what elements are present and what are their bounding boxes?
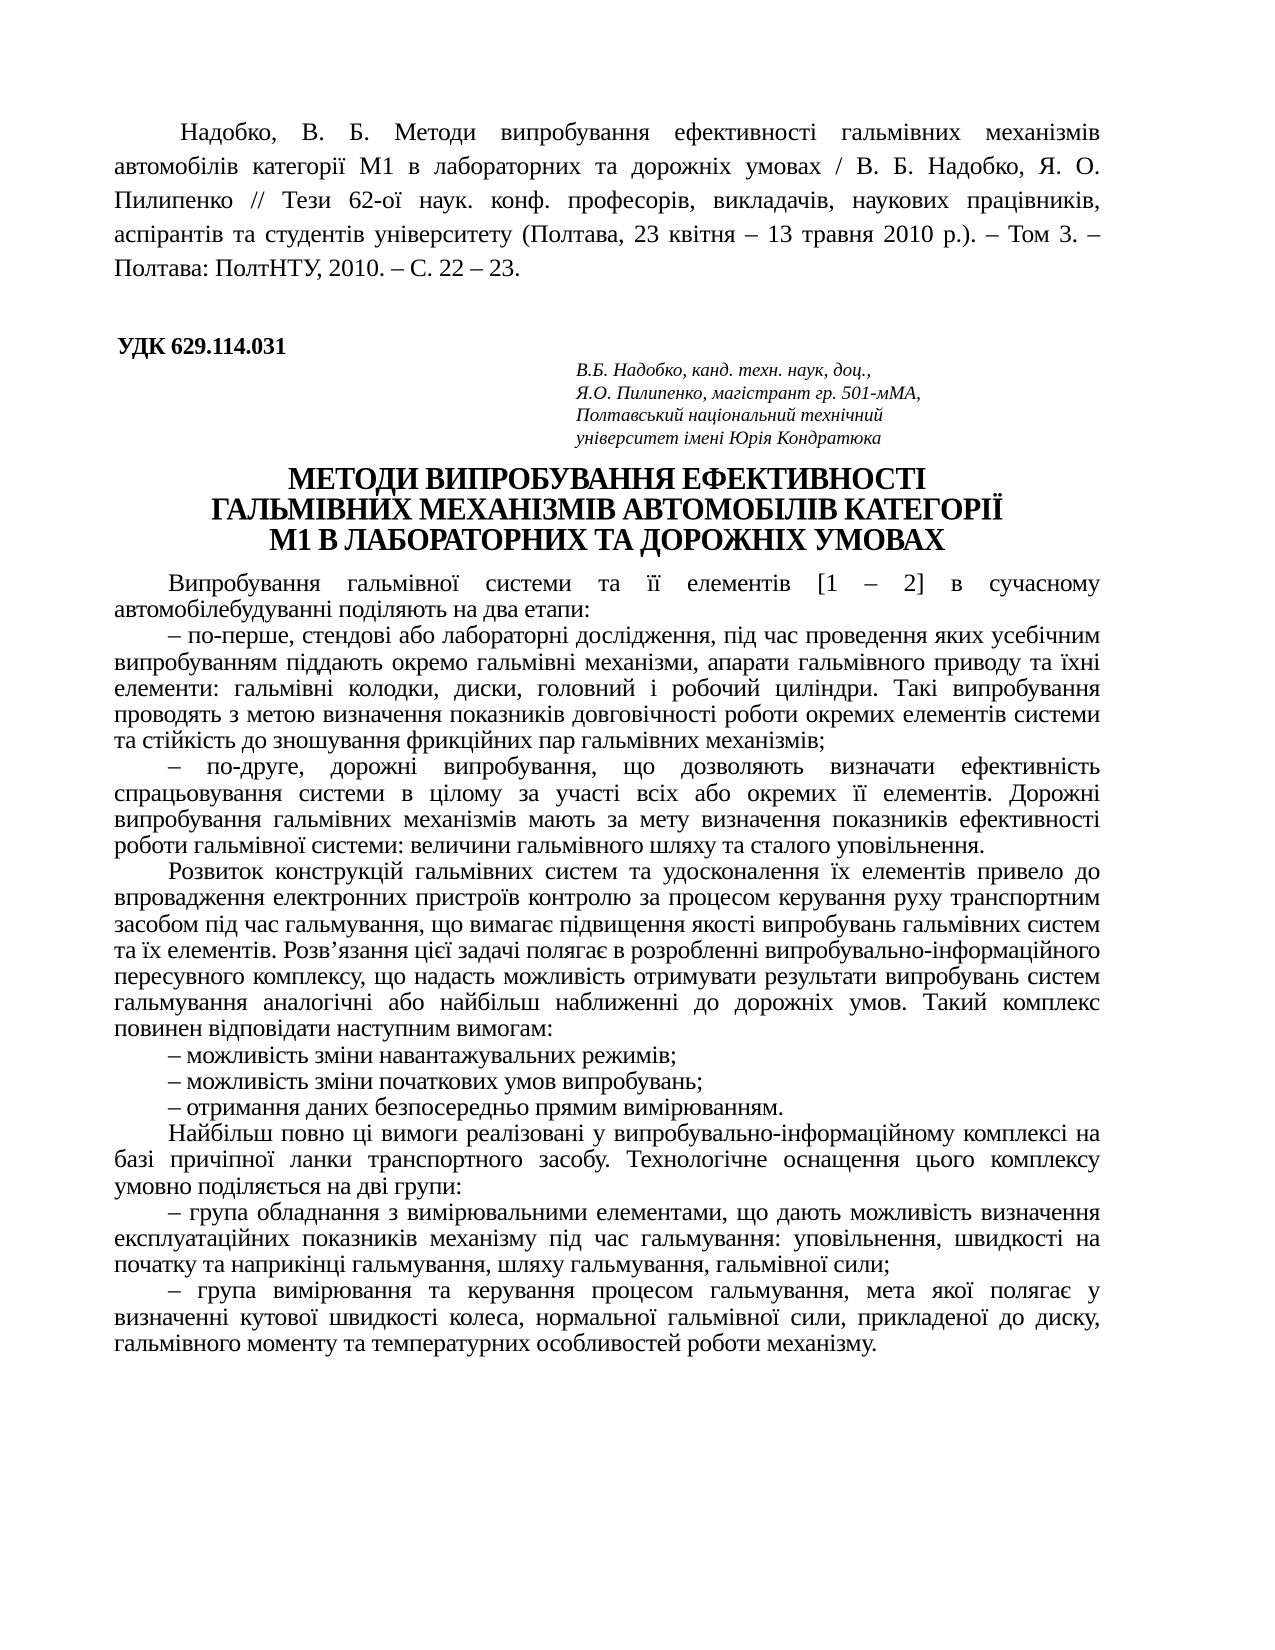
title-line: ГАЛЬМІВНИХ МЕХАНІЗМІВ АВТОМОБІЛІВ КАТЕГОРІЇ: [211, 492, 1003, 527]
paper-title: [114, 461, 1100, 558]
bibliographic-citation: [114, 115, 1100, 285]
paragraph: Розвиток конструкцій гальмівних систем та удосконалення їх елементів привело до впровадження електронних пристроїв контролю за процесом керування руху транспортним засобом під час гальмування, що вимагає підвищення якості випробувань гальмівних систем та їх елементів. Розв’язання цієї задачі полягає в розробленні випробувально-інформаційного пересувного комплексу, що надасть можливість отримувати результати випробувань систем гальмування аналогічні або найбільш наближенні до дорожніх умов. Такий комплекс повинен відповідати наступним вимогам:: [114, 856, 1100, 1043]
citation-text: Надобко, В. Б. Методи випробування ефективності гальмівних механізмів автомобілів категорії М1 в лабораторних та дорожніх умовах / В. Б. Надобко, Я. О. Пилипенко // Тези 62-ої наук. конф. професорів, викладачів, наукових працівників, аспірантів та студентів університету (Полтава, 23 квітня – 13 травня 2010 р.). – Том 3. – Полтава: ПолтНТУ, 2010. – С. 22 – 23.: [114, 117, 1100, 282]
list-item: – можливість зміни навантажувальних режимів;: [168, 1039, 677, 1069]
paragraph: – по-перше, стендові або лабораторні дослідження, під час проведення яких усебічним випробуванням піддають окремо гальмівні механізми, апарати гальмівного приводу та їхні елементи: гальмівні колодки, диски, головний і робочий циліндри. Такі випробування проводять з метою визначення показників довговічності роботи окремих елементів системи та стійкість до зношування фрикційних пар гальмівних механізмів;: [114, 620, 1100, 755]
paragraph: – по-друге, дорожні випробування, що дозволяють визначати ефективність спрацьовування системи в цілому за участі всіх або окремих її елементів. Дорожні випробування гальмівних механізмів мають за мету визначення показників ефективності роботи гальмівної системи: величини гальмівного шляху та сталого уповільнення.: [114, 751, 1100, 860]
author-affiliation-block: [576, 360, 1036, 450]
udk-code: УДК 629.114.031: [117, 334, 287, 360]
title-line: М1 В ЛАБОРАТОРНИХ ТА ДОРОЖНІХ УМОВАХ: [269, 522, 945, 558]
body-text: [114, 570, 1100, 1356]
title-line: МЕТОДИ ВИПРОБУВАННЯ ЕФЕКТИВНОСТІ: [288, 461, 926, 497]
paragraph: Найбільш повно ці вимоги реалізовані у випробувально-інформаційному комплексі на базі причіпної ланки транспортного засобу. Технологічне оснащення цього комплексу умовно поділяється на дві групи:: [114, 1118, 1100, 1200]
paragraph: Випробування гальмівної системи та її елементів [1 – 2] в сучасному автомобілебудуванні поділяють на два етапи:: [114, 568, 1100, 624]
paragraph: – група обладнання з вимірювальними елементами, що дають можливість визначення експлуатаційних показників механізму під час гальмування: уповільнення, швидкості на початку та наприкінці гальмування, шляху гальмування, гальмівної сили;: [114, 1196, 1100, 1279]
author-line: Я.О. Пилипенко, магістрант гр. 501-мМА,: [576, 382, 921, 404]
affiliation-line: Полтавський національний технічний: [576, 405, 883, 426]
list-item: – можливість зміни початкових умов випробувань;: [168, 1065, 703, 1095]
author-line: В.Б. Надобко, канд. техн. наук, доц.,: [576, 360, 872, 381]
affiliation-line: університет імені Юрія Кондратюка: [576, 427, 882, 449]
list-item: – отримання даних безпосередньо прямим вимірюванням.: [168, 1092, 784, 1122]
paragraph: – група вимірювання та керування процесом гальмування, мета якої полягає у визначенні кутової швидкості колеса, нормальної гальмівної сили, прикладеної до диску, гальмівного моменту та температурних особливостей роботи механізму.: [114, 1275, 1100, 1357]
